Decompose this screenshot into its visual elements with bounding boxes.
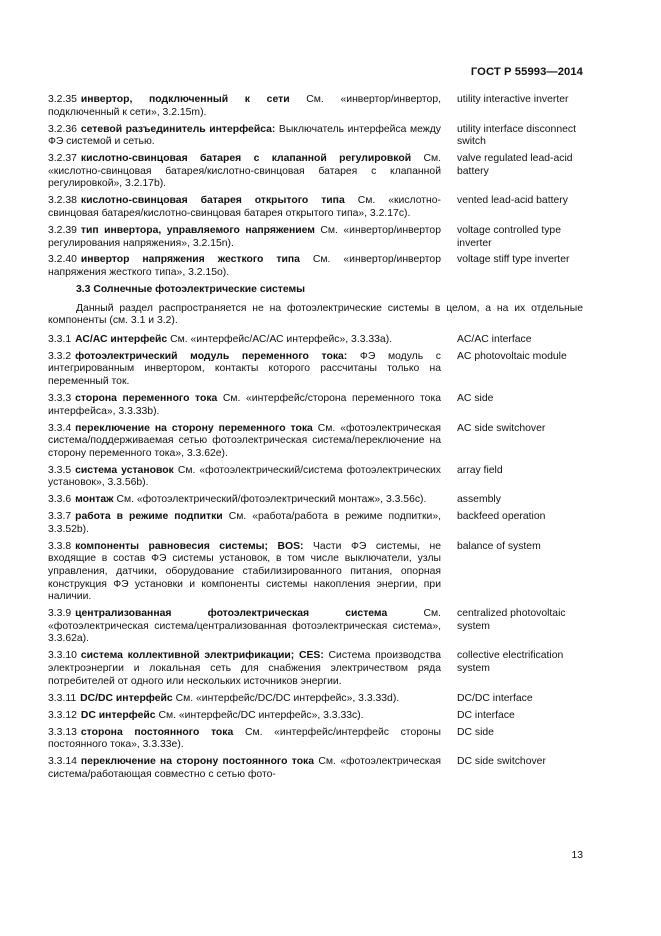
term-name: инвертор напряжения жесткого типа [80,254,300,266]
term-number: 3.3.11 [48,692,77,704]
term-english: AC/AC interface [457,333,532,345]
term-entry [48,124,583,149]
term-definition-ru [48,195,441,220]
term-number: 3.3.14 [48,756,77,768]
term-description: См. «кислотно-свинцовая батарея/кислотно-свинцовая батарея с клапанной регулировкой», 3.2.17b). [48,153,441,190]
term-definition-ru [48,225,441,250]
term-number: 3.2.40 [48,254,77,266]
term-english: DC/DC interface [457,692,533,704]
term-number: 3.2.36 [48,123,77,135]
term-description: См. «интерфейс/интерфейс стороны постоянного тока», 3.3.33e). [48,726,441,751]
page-content [48,94,583,786]
term-english: AC photovoltaic module [457,350,567,362]
term-name: DC интерфейс [80,709,156,721]
term-definition-ru [48,254,441,279]
term-english: balance of system [457,540,541,552]
term-number: 3.3.9 [48,608,72,620]
term-definition-ru [48,727,441,752]
term-entry [48,608,583,646]
term-definition-ru [48,124,441,149]
term-english: AC side switchover [457,422,546,434]
term-number: 3.3.10 [48,650,77,662]
term-number: 3.3.5 [48,464,72,476]
term-name: сторона переменного тока [75,393,218,404]
term-definition-ru [48,693,441,706]
term-number: 3.2.39 [48,224,77,236]
term-number: 3.3.6 [48,494,72,506]
term-entry [48,334,583,347]
term-number: 3.2.35 [48,94,77,105]
term-entry [48,710,583,723]
term-description: См. «инвертор/инвертор регулирования напряжения», 3.2.15n). [48,224,441,249]
term-description: См. «интерфейс/DC/DC интерфейс», 3.3.33d). [175,692,400,704]
term-name: DC/DC интерфейс [80,692,173,704]
term-english: voltage controlled type inverter [457,224,561,249]
term-english: DC side switchover [457,756,546,768]
term-name: переключение на сторону постоянного тока [80,756,315,768]
term-entry [48,650,583,688]
term-number: 3.3.3 [48,393,72,404]
term-name: монтаж [75,494,114,506]
term-number: 3.3.13 [48,726,77,738]
term-number: 3.3.2 [48,350,72,362]
term-english: utility interface disconnect switch [457,123,576,148]
term-definition-ru [48,608,441,646]
term-definition-ru [48,650,441,688]
term-description: См. «интерфейс/сторона переменного тока интерфейса», 3.3.33b). [48,393,442,417]
term-entry [48,351,583,389]
term-entry [48,693,583,706]
term-english: assembly [457,494,501,506]
term-english: utility interactive inverter [457,94,569,105]
term-number: 3.2.37 [48,153,77,165]
term-name: система коллективной электрификации; CES: [80,650,324,662]
term-description: См. «работа/работа в режиме подпитки», 3.3.52b). [48,511,441,535]
section-intro: Данный раздел распространяется не на фотоэлектрические системы в целом, а на их отдельные компоненты (см. 3.1 и 3.2). [48,302,583,327]
term-english: DC interface [457,709,515,721]
term-entry [48,756,583,781]
term-name: инвертор, подключенный к сети [80,94,290,105]
section-title: 3.3 Солнечные фотоэлектрические системы [76,284,306,296]
term-definition-ru [48,334,441,347]
term-definition-ru [48,494,441,507]
term-definition-ru [48,541,441,604]
term-english: backfeed operation [457,511,546,523]
term-description: См. «фотоэлектрическая система/централизованная фотоэлектрическая система», 3.3.62a). [48,608,441,645]
term-english: vented lead-acid battery [457,195,568,207]
term-number: 3.2.38 [48,195,77,207]
term-entry [48,94,583,119]
term-definition-ru [48,465,441,490]
term-description: См. «фотоэлектрический/система фотоэлектрических установок», 3.3.56b). [48,464,441,489]
term-description: См. «интерфейс/АС/АС интерфейс», 3.3.33a). [170,333,393,345]
term-description: См. «инвертор/инвертор напряжения жесткого типа», 3.2.15o). [48,254,441,279]
term-number: 3.3.4 [48,422,72,434]
term-definition-ru [48,351,441,389]
term-number: 3.3.8 [48,540,72,552]
term-english: array field [457,464,503,476]
term-english: valve regulated lead-acid battery [457,153,573,177]
term-entry [48,393,583,418]
term-number: 3.3.7 [48,511,72,523]
term-name: АС/АС интерфейс [75,333,168,345]
term-entry [48,195,583,220]
term-entry [48,225,583,250]
term-name: кислотно-свинцовая батарея открытого типа [80,195,345,207]
term-number: 3.3.12 [48,709,77,721]
term-definition-ru [48,511,441,536]
term-english: DC side [457,726,494,738]
term-entry [48,153,583,191]
term-number: 3.3.1 [48,333,72,345]
term-description: ФЭ модуль с интегрированным инвертором, контакты которого рассчитаны только на переменный ток. [48,350,441,388]
term-description: Выключатель интерфейса между ФЭ системой и сетью. [48,123,441,148]
term-description: Части ФЭ системы, не входящие в состав ФЭ системы установок, в том числе выключатели, узлы управления, датчики, оборудование стабилизированного питания, опорная конструкция ФЭ установки и компоненты системы накопления энергии, при наличии. [48,540,442,603]
term-name: сетевой разъединитель интерфейса: [80,123,276,135]
term-name: тип инвертора, управляемого напряжением [80,224,315,236]
term-entry [48,494,583,507]
term-name: кислотно-свинцовая батарея с клапанной регулировкой [80,153,412,165]
term-list-3-2 [48,94,583,280]
term-description: См. «фотоэлектрическая система/работающая совместно с сетью фото- [48,756,441,780]
term-entry [48,465,583,490]
term-definition-ru [48,423,441,461]
term-list-3-3 [48,334,583,781]
page-number: 13 [571,850,583,861]
term-name: централизованная фотоэлектрическая система [75,608,388,620]
term-description: Система производства электроэнергии и локальная сеть для снабжения электричеством ряда потребителей от одного или нескольких источников энергии. [48,650,442,687]
term-name: переключение на сторону переменного тока [75,422,313,434]
term-name: работа в режиме подпитки [75,511,223,523]
term-entry [48,511,583,536]
term-definition-ru [48,710,441,723]
term-description: См. «кислотно-свинцовая батарея/кислотно-свинцовая батарея открытого типа», 3.2.17c). [48,195,441,219]
term-name: система установок [75,464,174,476]
term-entry [48,254,583,279]
term-english: centralized photovoltaic system [457,608,566,632]
term-definition-ru [48,393,441,418]
term-english: AC side [457,393,494,404]
term-description: См. «интерфейс/DC интерфейс», 3.3.33c). [158,709,364,721]
term-description: См. «фотоэлектрическая система/поддерживаемая сетью фотоэлектрическая система/переключение на сторону переменного тока», 3.3.62e). [48,422,441,459]
term-name: компоненты равновесия системы; BOS: [75,540,304,552]
term-name: фотоэлектрический модуль переменного тока: [75,350,348,362]
term-entry [48,423,583,461]
term-entry [48,727,583,752]
term-english: collective electrification system [457,650,564,675]
term-description: См. «фотоэлектрический/фотоэлектрический монтаж», 3.3.56c). [116,494,427,506]
term-english: voltage stiff type inverter [457,254,570,266]
standard-designation: ГОСТ Р 55993—2014 [470,66,583,78]
term-description: См. «инвертор/инвертор, подключенный к сети», 3.2.15m). [48,94,441,118]
term-name: сторона постоянного тока [80,726,234,738]
term-entry [48,541,583,604]
term-definition-ru [48,756,441,781]
term-definition-ru [48,153,441,191]
term-definition-ru [48,94,441,119]
